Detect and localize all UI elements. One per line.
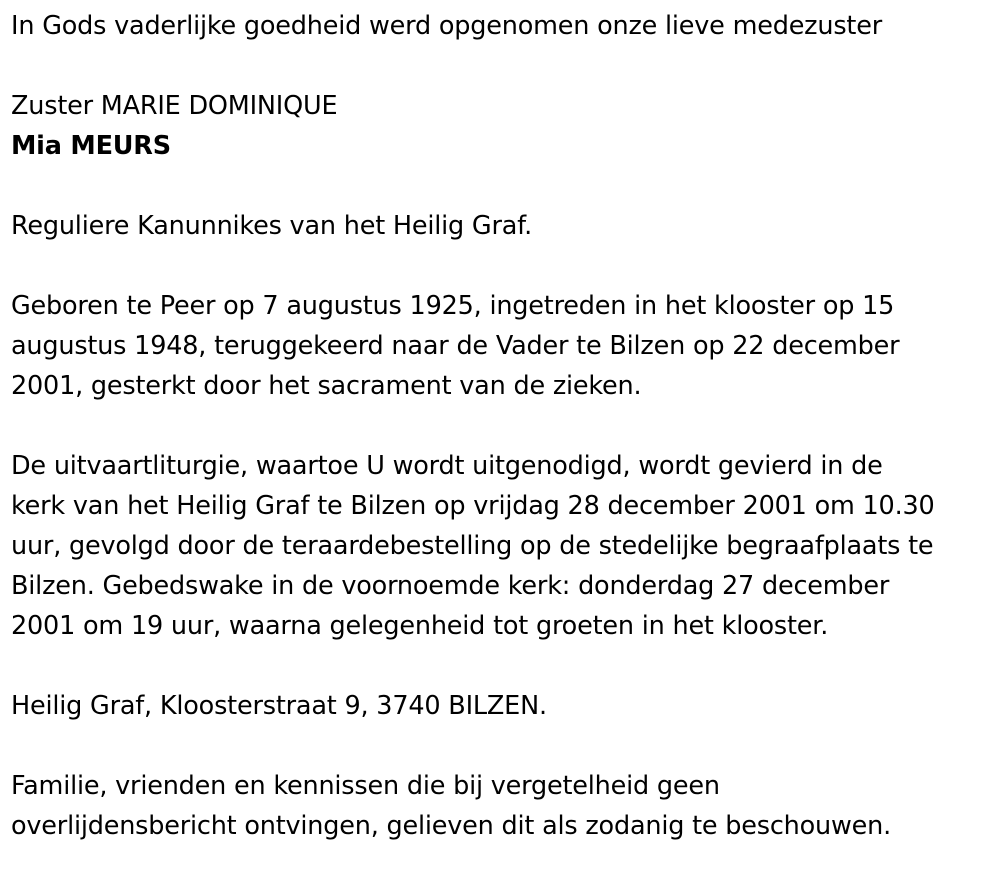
paragraph-line: Familie, vrienden en kennissen die bij vergetelheid geen [11,771,720,801]
closing-paragraph [11,766,996,846]
religious-name: Zuster MARIE DOMINIQUE [11,91,338,121]
spacer [11,46,996,86]
paragraph-line: 2001 om 19 uur, waarna gelegenheid tot groeten in het klooster. [11,611,829,641]
address-line: Heilig Graf, Kloosterstraat 9, 3740 BILZEN. [11,691,547,721]
funeral-paragraph [11,446,996,646]
spacer [11,406,996,446]
paragraph-line: 2001, gesterkt door het sacrament van de zieken. [11,371,642,401]
spacer [11,246,996,286]
paragraph-line: Bilzen. Gebedswake in de voornoemde kerk: donderdag 27 december [11,571,890,601]
religious-order: Reguliere Kanunnikes van het Heilig Graf. [11,211,532,241]
spacer [11,646,996,686]
spacer [11,726,996,766]
civil-name: Mia MEURS [11,131,171,161]
paragraph-line: augustus 1948, teruggekeerd naar de Vader te Bilzen op 22 december [11,331,900,361]
paragraph-line: kerk van het Heilig Graf te Bilzen op vrijdag 28 december 2001 om 10.30 [11,491,935,521]
intro-line: In Gods vaderlijke goedheid werd opgenomen onze lieve medezuster [11,11,882,41]
paragraph-line: De uitvaartliturgie, waartoe U wordt uitgenodigd, wordt gevierd in de [11,451,883,481]
paragraph-line: uur, gevolgd door de teraardebestelling op de stedelijke begraafplaats te [11,531,934,561]
paragraph-line: Geboren te Peer op 7 augustus 1925, ingetreden in het klooster op 15 [11,291,895,321]
spacer [11,166,996,206]
paragraph-line: overlijdensbericht ontvingen, gelieven dit als zodanig te beschouwen. [11,811,892,841]
birth-paragraph [11,286,996,406]
obituary-notice [11,6,996,846]
